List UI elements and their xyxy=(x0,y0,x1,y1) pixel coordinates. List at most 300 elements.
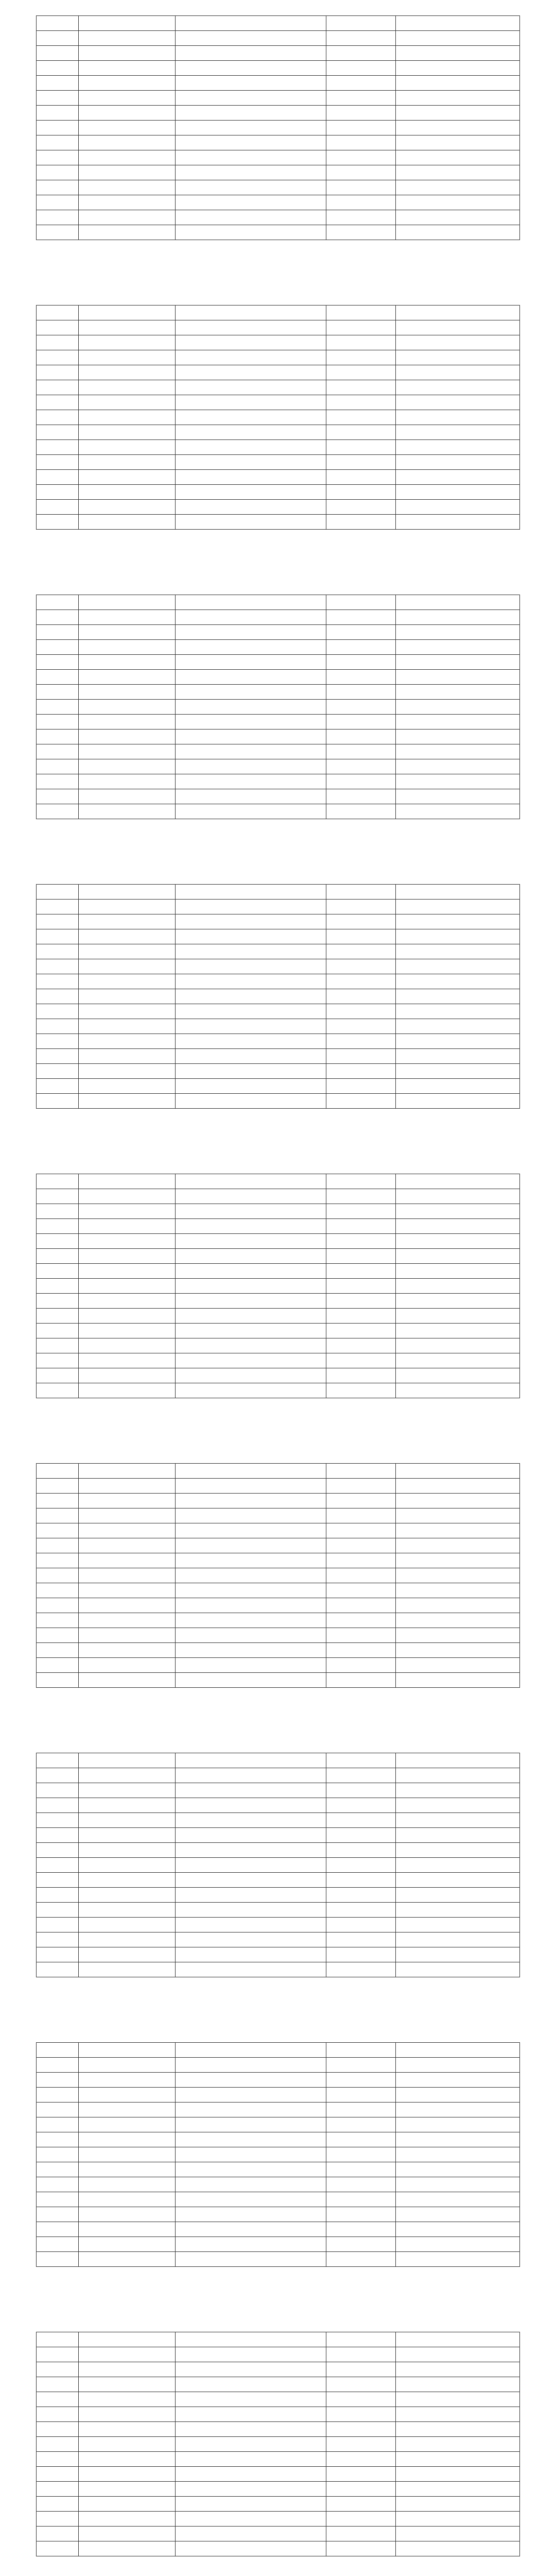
table-cell xyxy=(79,1324,176,1338)
table-cell xyxy=(176,1294,326,1309)
table-row xyxy=(37,1204,520,1219)
table-cell xyxy=(37,1598,79,1613)
table-cell xyxy=(396,685,520,700)
table-cell xyxy=(326,1234,396,1249)
table-row xyxy=(37,46,520,61)
table-cell xyxy=(326,1094,396,1109)
table-row xyxy=(37,1324,520,1338)
table-cell xyxy=(79,2088,176,2103)
table-cell xyxy=(79,121,176,135)
table-row xyxy=(37,2467,520,2482)
table-cell xyxy=(326,2377,396,2392)
table-cell xyxy=(326,670,396,685)
table-cell xyxy=(37,625,79,640)
table-cell xyxy=(79,1903,176,1918)
table-cell xyxy=(326,944,396,959)
table-cell xyxy=(79,2512,176,2527)
table-cell xyxy=(176,1249,326,1264)
table-cell xyxy=(79,974,176,989)
table-row xyxy=(37,1049,520,1064)
table-cell xyxy=(37,31,79,46)
table-row xyxy=(37,1643,520,1658)
table-cell xyxy=(326,350,396,365)
table-row xyxy=(37,1249,520,1264)
table-cell xyxy=(396,350,520,365)
table-cell xyxy=(79,2452,176,2467)
table-row xyxy=(37,470,520,485)
table-row xyxy=(37,485,520,500)
table-cell xyxy=(326,625,396,640)
table-cell xyxy=(79,2058,176,2073)
table-cell xyxy=(37,365,79,380)
table-row xyxy=(37,91,520,106)
table-cell xyxy=(176,2482,326,2497)
table-row xyxy=(37,2347,520,2362)
table-cell xyxy=(326,2392,396,2407)
table-header-cell xyxy=(37,1174,79,1189)
table-row xyxy=(37,914,520,929)
table-cell xyxy=(396,744,520,759)
table-cell xyxy=(37,959,79,974)
table-cell xyxy=(326,989,396,1004)
table-cell xyxy=(37,2207,79,2222)
table-row xyxy=(37,395,520,410)
table-cell xyxy=(176,2422,326,2437)
table-cell xyxy=(79,1309,176,1324)
table-header-cell xyxy=(326,1174,396,1189)
table-cell xyxy=(37,1523,79,1538)
table-cell xyxy=(176,759,326,774)
table-cell xyxy=(326,1613,396,1628)
table-row xyxy=(37,1494,520,1509)
discipline-table xyxy=(36,1463,520,1688)
table-cell xyxy=(326,2073,396,2088)
table-cell xyxy=(326,165,396,180)
table-cell xyxy=(326,515,396,530)
table-cell xyxy=(396,1553,520,1568)
table-cell xyxy=(37,2347,79,2362)
table-cell xyxy=(79,1279,176,1294)
table-row xyxy=(37,1034,520,1049)
table-cell xyxy=(396,2407,520,2422)
table-cell xyxy=(396,380,520,395)
table-cell xyxy=(176,2058,326,2073)
table-cell xyxy=(396,2362,520,2377)
table-row xyxy=(37,1858,520,1873)
table-cell xyxy=(37,121,79,135)
table-cell xyxy=(396,655,520,670)
table-header-cell xyxy=(176,595,326,610)
table-cell xyxy=(37,1034,79,1049)
table-header-row xyxy=(37,1464,520,1479)
table-cell xyxy=(396,1598,520,1613)
table-cell xyxy=(326,1673,396,1688)
table-cell xyxy=(396,900,520,914)
table-cell xyxy=(79,670,176,685)
table-cell xyxy=(176,1079,326,1094)
table-cell xyxy=(396,31,520,46)
table-cell xyxy=(176,91,326,106)
table-cell xyxy=(326,974,396,989)
table-cell xyxy=(37,685,79,700)
table-row xyxy=(37,1094,520,1109)
table-cell xyxy=(396,670,520,685)
table-row xyxy=(37,804,520,819)
table-cell xyxy=(79,2437,176,2452)
discipline-table xyxy=(36,2042,520,2267)
table-cell xyxy=(37,900,79,914)
table-cell xyxy=(176,2377,326,2392)
table-cell xyxy=(176,485,326,500)
page-number xyxy=(36,2278,520,2289)
table-row xyxy=(37,1219,520,1234)
table-cell xyxy=(176,1783,326,1798)
document-page xyxy=(36,595,520,841)
table-cell xyxy=(37,1947,79,1962)
table-cell xyxy=(79,1843,176,1858)
discipline-table xyxy=(36,595,520,819)
table-cell xyxy=(396,165,520,180)
table-cell xyxy=(176,150,326,165)
table-cell xyxy=(37,2192,79,2207)
table-cell xyxy=(37,91,79,106)
table-cell xyxy=(176,61,326,76)
table-cell xyxy=(326,2117,396,2132)
table-row xyxy=(37,1064,520,1079)
table-cell xyxy=(326,1294,396,1309)
table-cell xyxy=(37,515,79,530)
table-cell xyxy=(79,700,176,715)
table-cell xyxy=(396,1264,520,1279)
table-cell xyxy=(79,1813,176,1828)
table-cell xyxy=(176,774,326,789)
table-cell xyxy=(326,2452,396,2467)
table-cell xyxy=(79,500,176,515)
table-cell xyxy=(176,515,326,530)
table-cell xyxy=(176,2467,326,2482)
table-cell xyxy=(79,2482,176,2497)
discipline-table xyxy=(36,1174,520,1398)
table-cell xyxy=(326,685,396,700)
table-cell xyxy=(326,914,396,929)
table-cell xyxy=(326,1933,396,1947)
table-cell xyxy=(396,150,520,165)
table-row xyxy=(37,1568,520,1583)
table-cell xyxy=(37,46,79,61)
table-cell xyxy=(37,2362,79,2377)
table-cell xyxy=(37,76,79,91)
table-cell xyxy=(176,46,326,61)
table-cell xyxy=(396,974,520,989)
table-cell xyxy=(176,974,326,989)
document-page xyxy=(36,1174,520,1420)
table-cell xyxy=(176,1798,326,1813)
table-cell xyxy=(396,2252,520,2267)
table-cell xyxy=(79,410,176,425)
table-cell xyxy=(37,2147,79,2162)
table-header-cell xyxy=(37,885,79,900)
table-cell xyxy=(37,106,79,121)
table-cell xyxy=(396,625,520,640)
table-cell xyxy=(176,76,326,91)
table-cell xyxy=(176,1383,326,1398)
table-row xyxy=(37,1658,520,1673)
table-row xyxy=(37,440,520,455)
table-cell xyxy=(326,106,396,121)
table-cell xyxy=(326,774,396,789)
table-cell xyxy=(79,1219,176,1234)
table-row xyxy=(37,515,520,530)
table-cell xyxy=(37,1019,79,1034)
table-cell xyxy=(79,1034,176,1049)
document-page xyxy=(36,1463,520,1709)
table-header-cell xyxy=(79,1464,176,1479)
table-header-cell xyxy=(326,1753,396,1768)
table-cell xyxy=(326,76,396,91)
table-cell xyxy=(37,1094,79,1109)
table-cell xyxy=(176,455,326,470)
table-cell xyxy=(37,989,79,1004)
table-row xyxy=(37,1888,520,1903)
table-row xyxy=(37,76,520,91)
table-row xyxy=(37,759,520,774)
table-header-cell xyxy=(176,1753,326,1768)
table-cell xyxy=(79,1673,176,1688)
table-cell xyxy=(396,485,520,500)
table-cell xyxy=(326,1843,396,1858)
table-cell xyxy=(326,900,396,914)
table-cell xyxy=(326,1004,396,1019)
table-cell xyxy=(326,2467,396,2482)
table-cell xyxy=(326,1628,396,1643)
table-cell xyxy=(79,1509,176,1523)
table-cell xyxy=(37,1309,79,1324)
table-header-cell xyxy=(396,595,520,610)
table-cell xyxy=(79,365,176,380)
table-cell xyxy=(326,2437,396,2452)
table-cell xyxy=(396,1828,520,1843)
table-cell xyxy=(396,1903,520,1918)
table-cell xyxy=(79,165,176,180)
table-cell xyxy=(176,106,326,121)
table-header-cell xyxy=(396,1464,520,1479)
discipline-table xyxy=(36,15,520,240)
table-cell xyxy=(176,2147,326,2162)
table-row xyxy=(37,655,520,670)
table-row xyxy=(37,1383,520,1398)
table-row xyxy=(37,1903,520,1918)
table-row xyxy=(37,1079,520,1094)
table-row xyxy=(37,1509,520,1523)
table-cell xyxy=(37,195,79,210)
table-cell xyxy=(37,1189,79,1204)
table-header-cell xyxy=(326,2332,396,2347)
table-cell xyxy=(79,1798,176,1813)
table-cell xyxy=(326,1019,396,1034)
table-cell xyxy=(176,2437,326,2452)
table-cell xyxy=(396,1479,520,1494)
table-cell xyxy=(176,1509,326,1523)
table-row xyxy=(37,195,520,210)
table-cell xyxy=(79,1783,176,1798)
table-cell xyxy=(79,1368,176,1383)
table-cell xyxy=(176,1613,326,1628)
table-row xyxy=(37,1673,520,1688)
table-cell xyxy=(326,335,396,350)
table-cell xyxy=(79,485,176,500)
table-cell xyxy=(176,1888,326,1903)
table-cell xyxy=(326,655,396,670)
table-cell xyxy=(79,2422,176,2437)
table-cell xyxy=(37,1768,79,1783)
table-row xyxy=(37,1019,520,1034)
table-cell xyxy=(79,804,176,819)
table-cell xyxy=(326,2252,396,2267)
table-cell xyxy=(396,365,520,380)
table-cell xyxy=(79,1858,176,1873)
table-cell xyxy=(176,1643,326,1658)
table-header-cell xyxy=(176,2332,326,2347)
table-cell xyxy=(79,1918,176,1933)
table-cell xyxy=(326,1813,396,1828)
table-cell xyxy=(396,2222,520,2237)
table-row xyxy=(37,989,520,1004)
table-cell xyxy=(37,440,79,455)
table-cell xyxy=(396,929,520,944)
table-cell xyxy=(176,500,326,515)
table-cell xyxy=(176,610,326,625)
table-cell xyxy=(79,2527,176,2541)
table-header-cell xyxy=(396,306,520,320)
table-row xyxy=(37,1947,520,1962)
table-cell xyxy=(37,2058,79,2073)
table-row xyxy=(37,610,520,625)
table-cell xyxy=(396,789,520,804)
table-cell xyxy=(396,2512,520,2527)
table-cell xyxy=(176,1828,326,1843)
table-cell xyxy=(176,1568,326,1583)
table-cell xyxy=(396,395,520,410)
table-cell xyxy=(396,1189,520,1204)
table-header-cell xyxy=(79,306,176,320)
table-cell xyxy=(79,2252,176,2267)
table-cell xyxy=(176,2132,326,2147)
table-cell xyxy=(37,1962,79,1977)
table-cell xyxy=(79,655,176,670)
table-cell xyxy=(37,2073,79,2088)
table-cell xyxy=(37,2177,79,2192)
table-header-row xyxy=(37,1174,520,1189)
table-row xyxy=(37,2527,520,2541)
table-row xyxy=(37,1189,520,1204)
table-cell xyxy=(79,225,176,240)
table-cell xyxy=(326,789,396,804)
table-row xyxy=(37,1234,520,1249)
table-header-row xyxy=(37,1753,520,1768)
table-cell xyxy=(37,1509,79,1523)
table-cell xyxy=(37,135,79,150)
table-cell xyxy=(326,1324,396,1338)
table-header-cell xyxy=(396,2332,520,2347)
table-cell xyxy=(79,774,176,789)
table-cell xyxy=(396,500,520,515)
table-cell xyxy=(176,2407,326,2422)
table-cell xyxy=(79,959,176,974)
table-cell xyxy=(176,2207,326,2222)
table-header-cell xyxy=(37,2043,79,2058)
table-cell xyxy=(396,2058,520,2073)
table-cell xyxy=(176,335,326,350)
table-cell xyxy=(326,730,396,744)
table-cell xyxy=(396,1094,520,1109)
table-cell xyxy=(176,395,326,410)
table-cell xyxy=(79,2377,176,2392)
table-cell xyxy=(79,76,176,91)
table-cell xyxy=(37,1494,79,1509)
table-cell xyxy=(37,1049,79,1064)
table-cell xyxy=(37,1628,79,1643)
table-cell xyxy=(176,929,326,944)
table-cell xyxy=(396,76,520,91)
table-row xyxy=(37,2147,520,2162)
table-row xyxy=(37,2207,520,2222)
table-cell xyxy=(37,2252,79,2267)
table-header-row xyxy=(37,16,520,31)
table-cell xyxy=(326,195,396,210)
table-header-row xyxy=(37,2332,520,2347)
table-cell xyxy=(396,1234,520,1249)
table-cell xyxy=(176,655,326,670)
table-cell xyxy=(176,470,326,485)
table-cell xyxy=(79,1523,176,1538)
table-cell xyxy=(396,700,520,715)
table-cell xyxy=(37,1538,79,1553)
table-cell xyxy=(176,1353,326,1368)
table-cell xyxy=(326,2237,396,2252)
table-row xyxy=(37,2222,520,2237)
table-cell xyxy=(326,1204,396,1219)
table-cell xyxy=(37,1264,79,1279)
table-cell xyxy=(79,1383,176,1398)
table-row xyxy=(37,974,520,989)
table-cell xyxy=(79,640,176,655)
table-cell xyxy=(396,1628,520,1643)
table-cell xyxy=(396,1064,520,1079)
table-cell xyxy=(176,225,326,240)
table-cell xyxy=(326,1888,396,1903)
table-cell xyxy=(176,2452,326,2467)
table-cell xyxy=(396,1613,520,1628)
table-cell xyxy=(326,1264,396,1279)
table-cell xyxy=(176,1368,326,1383)
table-cell xyxy=(79,1628,176,1643)
table-cell xyxy=(37,744,79,759)
table-header-cell xyxy=(396,885,520,900)
table-cell xyxy=(396,1249,520,1264)
table-cell xyxy=(37,2088,79,2103)
table-cell xyxy=(37,1643,79,1658)
table-row xyxy=(37,1368,520,1383)
table-header-cell xyxy=(176,2043,326,2058)
discipline-table xyxy=(36,1753,520,1977)
table-cell xyxy=(396,1279,520,1294)
table-cell xyxy=(176,1947,326,1962)
table-cell xyxy=(79,730,176,744)
table-cell xyxy=(326,1034,396,1049)
table-cell xyxy=(176,2347,326,2362)
table-row xyxy=(37,1828,520,1843)
table-cell xyxy=(176,1189,326,1204)
